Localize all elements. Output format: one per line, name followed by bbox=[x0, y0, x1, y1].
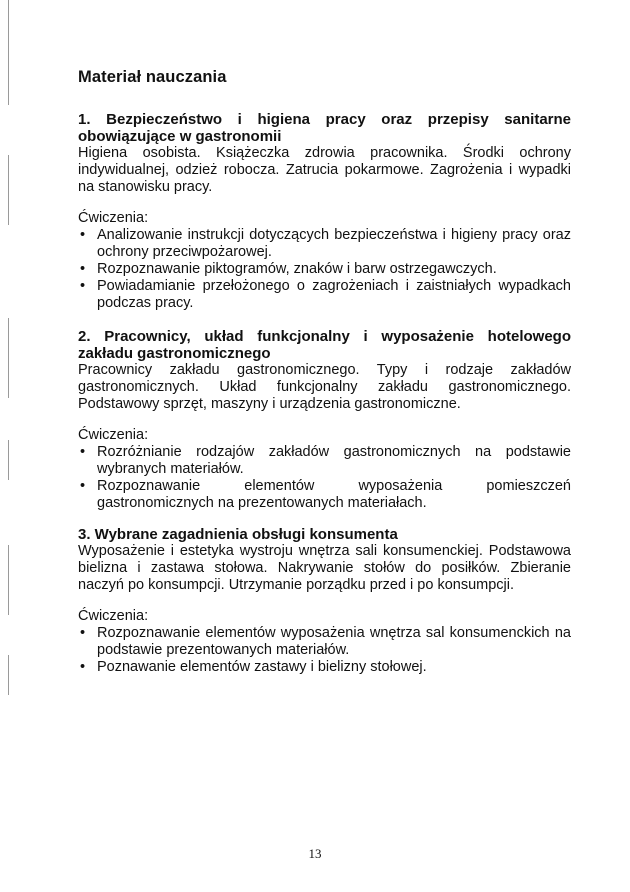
exercise-text: Rozpoznawanie elementów wyposażenia pomieszczeń gastronomicznych na prezentowanych materiałach. bbox=[97, 478, 571, 511]
document-page bbox=[78, 68, 571, 690]
section-body: Wyposażenie i estetyka wystroju wnętrza sali konsumenckiej. Podstawowa bielizna i zastawa stołowa. Nakrywanie stołów do posiłków. Zbieranie naczyń po konsumpcji. Utrzymanie porządku przed i po konsumpcji. bbox=[78, 543, 571, 593]
exercise-list bbox=[78, 625, 571, 676]
exercises-label: Ćwiczenia: bbox=[78, 210, 149, 226]
scan-mark bbox=[8, 655, 9, 695]
bullet-icon: • bbox=[80, 278, 86, 294]
bullet-icon: • bbox=[80, 227, 86, 243]
scan-mark bbox=[8, 0, 9, 105]
section-heading: 1. Bezpieczeństwo i higiena pracy oraz przepisy sanitarne obowiązujące w gastronomii bbox=[78, 111, 571, 145]
section-body: Pracownicy zakładu gastronomicznego. Typy i rodzaje zakładów gastronomicznych. Układ funkcjonalny zakładu gastronomicznego. Podstawowy sprzęt, maszyny i urządzenia gastronomiczne. bbox=[78, 362, 571, 412]
bullet-icon: • bbox=[80, 444, 86, 460]
scan-mark bbox=[8, 545, 9, 615]
exercises-label: Ćwiczenia: bbox=[78, 608, 149, 624]
scan-mark bbox=[8, 318, 9, 398]
exercise-item bbox=[78, 625, 571, 659]
bullet-icon: • bbox=[80, 659, 86, 675]
section-1 bbox=[78, 111, 571, 312]
page-number: 13 bbox=[308, 846, 322, 861]
section-2 bbox=[78, 328, 571, 512]
exercise-item bbox=[78, 278, 571, 312]
exercise-text: Rozróżnianie rodzajów zakładów gastronomicznych na podstawie wybranych materiałów. bbox=[97, 444, 571, 477]
exercise-item bbox=[78, 659, 571, 676]
exercise-text: Powiadamianie przełożonego o zagrożeniach i zaistniałych wypadkach podczas pracy. bbox=[97, 278, 571, 311]
exercise-text: Rozpoznawanie elementów wyposażenia wnętrza sal konsumenckich na podstawie prezentowanych materiałów. bbox=[97, 625, 571, 658]
exercise-list bbox=[78, 444, 571, 512]
exercise-text: Rozpoznawanie piktogramów, znaków i barw ostrzegawczych. bbox=[97, 261, 497, 277]
page-title: Materiał nauczania bbox=[78, 68, 227, 86]
scan-mark bbox=[8, 440, 9, 480]
exercises-label: Ćwiczenia: bbox=[78, 427, 149, 443]
section-heading: 3. Wybrane zagadnienia obsługi konsumenta bbox=[78, 526, 398, 543]
section-heading: 2. Pracownicy, układ funkcjonalny i wyposażenie hotelowego zakładu gastronomicznego bbox=[78, 328, 571, 362]
bullet-icon: • bbox=[80, 261, 86, 277]
exercise-item bbox=[78, 261, 571, 278]
exercise-text: Poznawanie elementów zastawy i bielizny stołowej. bbox=[97, 659, 427, 675]
exercise-item bbox=[78, 227, 571, 261]
bullet-icon: • bbox=[80, 478, 86, 494]
section-body: Higiena osobista. Książeczka zdrowia pracownika. Środki ochrony indywidualnej, odzież robocza. Zatrucia pokarmowe. Zagrożenia i wypadki na stanowisku pracy. bbox=[78, 145, 571, 195]
section-3 bbox=[78, 526, 571, 676]
exercise-text: Analizowanie instrukcji dotyczących bezpieczeństwa i higieny pracy oraz ochrony przeciwpożarowej. bbox=[97, 227, 571, 260]
exercise-list bbox=[78, 227, 571, 312]
bullet-icon: • bbox=[80, 625, 86, 641]
scan-mark bbox=[8, 155, 9, 225]
exercise-item bbox=[78, 444, 571, 478]
exercise-item bbox=[78, 478, 571, 512]
